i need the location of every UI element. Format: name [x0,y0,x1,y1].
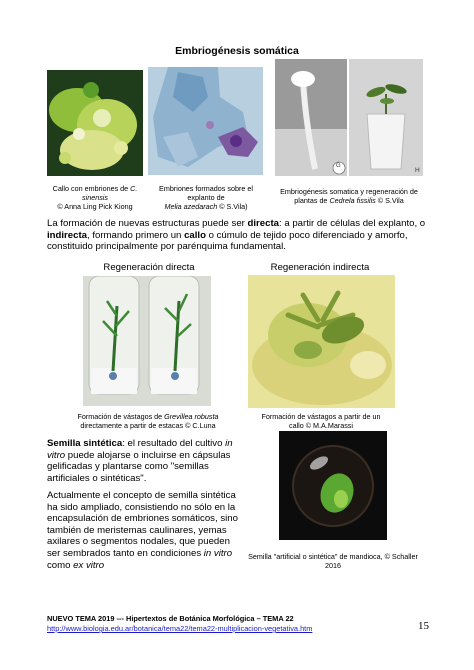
photo-callo-embriones [47,70,143,176]
heading-regeneracion-indirecta: Regeneración indirecta [270,262,370,273]
photo-callo-indirecto [248,275,395,408]
footer-title: NUEVO TEMA 2019 --- Hipertextos de Botánica Morfológica – TEMA 22 [47,614,294,623]
photo-grevillea [83,276,211,406]
caption-callo-marassi: Formación de vástagos a partir de un callo © M.A.Marassi [261,412,381,430]
photo-semilla-mandioca [279,431,387,540]
photo-letter-g: G [336,163,341,169]
paragraph-semilla-sintetica: Semilla sintética: el resultado del cultivo in vitro puede alojarse o incluirse en cápsulas gelificadas y plantarse como "semillas artificiales o sintéticas". [47,438,233,484]
page-title: Embriogénesis somática [175,45,299,57]
footer-link[interactable]: http://www.biologia.edu.ar/botanica/tema22/tema22-multiplicacion-vegetativa.htm [47,624,313,633]
photo-cedrela-g [275,59,347,176]
photo-melia-embriones [148,67,263,175]
page-number: 15 [418,620,429,632]
caption-callo: Callo con embriones de C. sinensis © Anna Ling Pick Kiong [52,184,138,211]
caption-mandioca: Semilla "artificial o sintética" de mandioca, © Schaller 2016 [248,552,418,570]
paragraph-concepto-semilla: Actualmente el concepto de semilla sintética ha sido ampliado, consistiendo no sólo en la encapsulación de embriones somáticos, sino también de meristemas caulinares, yemas axilares o segmentos nodales, que pueden ser sembrados tanto en condiciones in vitro como ex vitro [47,490,238,571]
caption-cedrela: Embriogénesis somatica y regeneración de plantas de Cedrela fissilis © S.Vila [280,187,418,205]
caption-melia: Embriones formados sobre el explanto de Melia azedarach © S.Vila) [159,184,253,211]
heading-regeneracion-directa: Regeneración directa [103,262,195,273]
photo-letter-h: H [415,167,420,174]
caption-grevillea: Formación de vástagos de Grevillea robusta directamente a partir de estacas © C.Luna [77,412,219,430]
paragraph-regeneracion: La formación de nuevas estructuras puede ser directa: a partir de células del explanto, o indirecta, formando primero un callo o cúmulo de tejido poco diferenciado y amorfo, constituido principalmente por parénquima fundamental. [47,218,426,253]
photo-cedrela-h [349,59,423,176]
